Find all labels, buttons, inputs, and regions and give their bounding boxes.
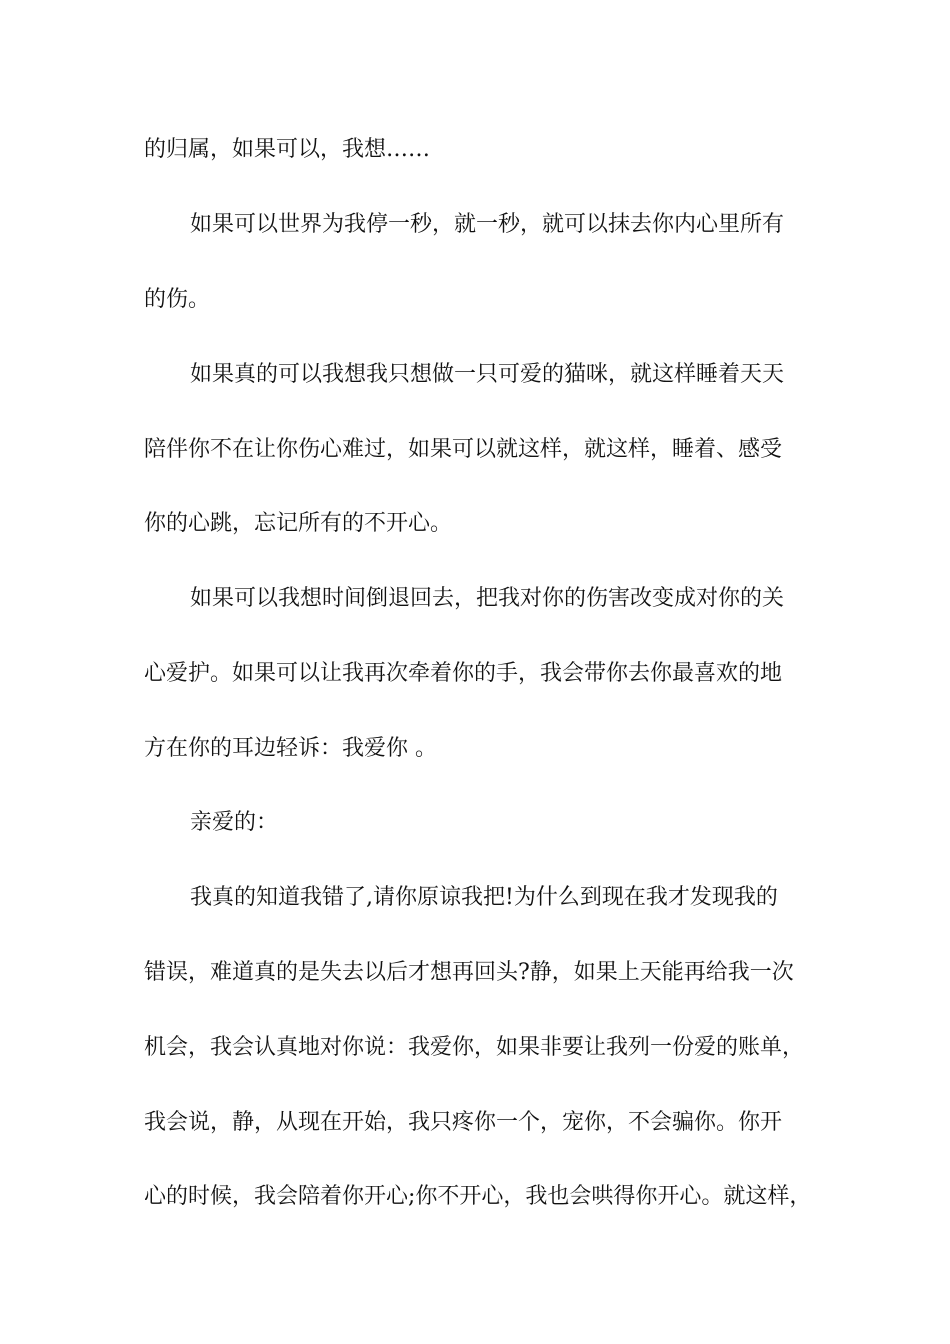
text-line-4: 如果真的可以我想我只想做一只可爱的猫咪，就这样睡着天天 xyxy=(190,362,785,387)
text-line-10: 亲爱的： xyxy=(190,810,279,835)
text-line-1: 的归属，如果可以，我想…… xyxy=(144,137,431,162)
text-line-7: 如果可以我想时间倒退回去，把我对你的伤害改变成对你的关 xyxy=(190,586,785,611)
text-line-14: 我会说，静，从现在开始，我只疼你一个，宠你，不会骗你。你开 xyxy=(144,1110,783,1135)
text-line-13: 机会，我会认真地对你说：我爱你，如果非要让我列一份爱的账单， xyxy=(144,1035,805,1060)
text-line-5: 陪伴你不在让你伤心难过，如果可以就这样，就这样，睡着、感受 xyxy=(144,437,783,462)
text-line-2: 如果可以世界为我停一秒，就一秒，就可以抹去你内心里所有 xyxy=(190,212,785,237)
text-line-8: 心爱护。如果可以让我再次牵着你的手，我会带你去你最喜欢的地 xyxy=(144,661,783,686)
text-line-3: 的伤。 xyxy=(144,287,211,312)
text-line-11: 我真的知道我错了,请你原谅我把!为什么到现在我才发现我的 xyxy=(190,885,778,910)
text-line-12: 错误，难道真的是失去以后才想再回头?静，如果上天能再给我一次 xyxy=(144,960,794,985)
text-line-9: 方在你的耳边轻诉：我爱你 。 xyxy=(144,736,437,761)
text-line-6: 你的心跳，忘记所有的不开心。 xyxy=(144,511,453,536)
text-line-15: 心的时候，我会陪着你开心;你不开心，我也会哄得你开心。就这样， xyxy=(144,1184,812,1209)
